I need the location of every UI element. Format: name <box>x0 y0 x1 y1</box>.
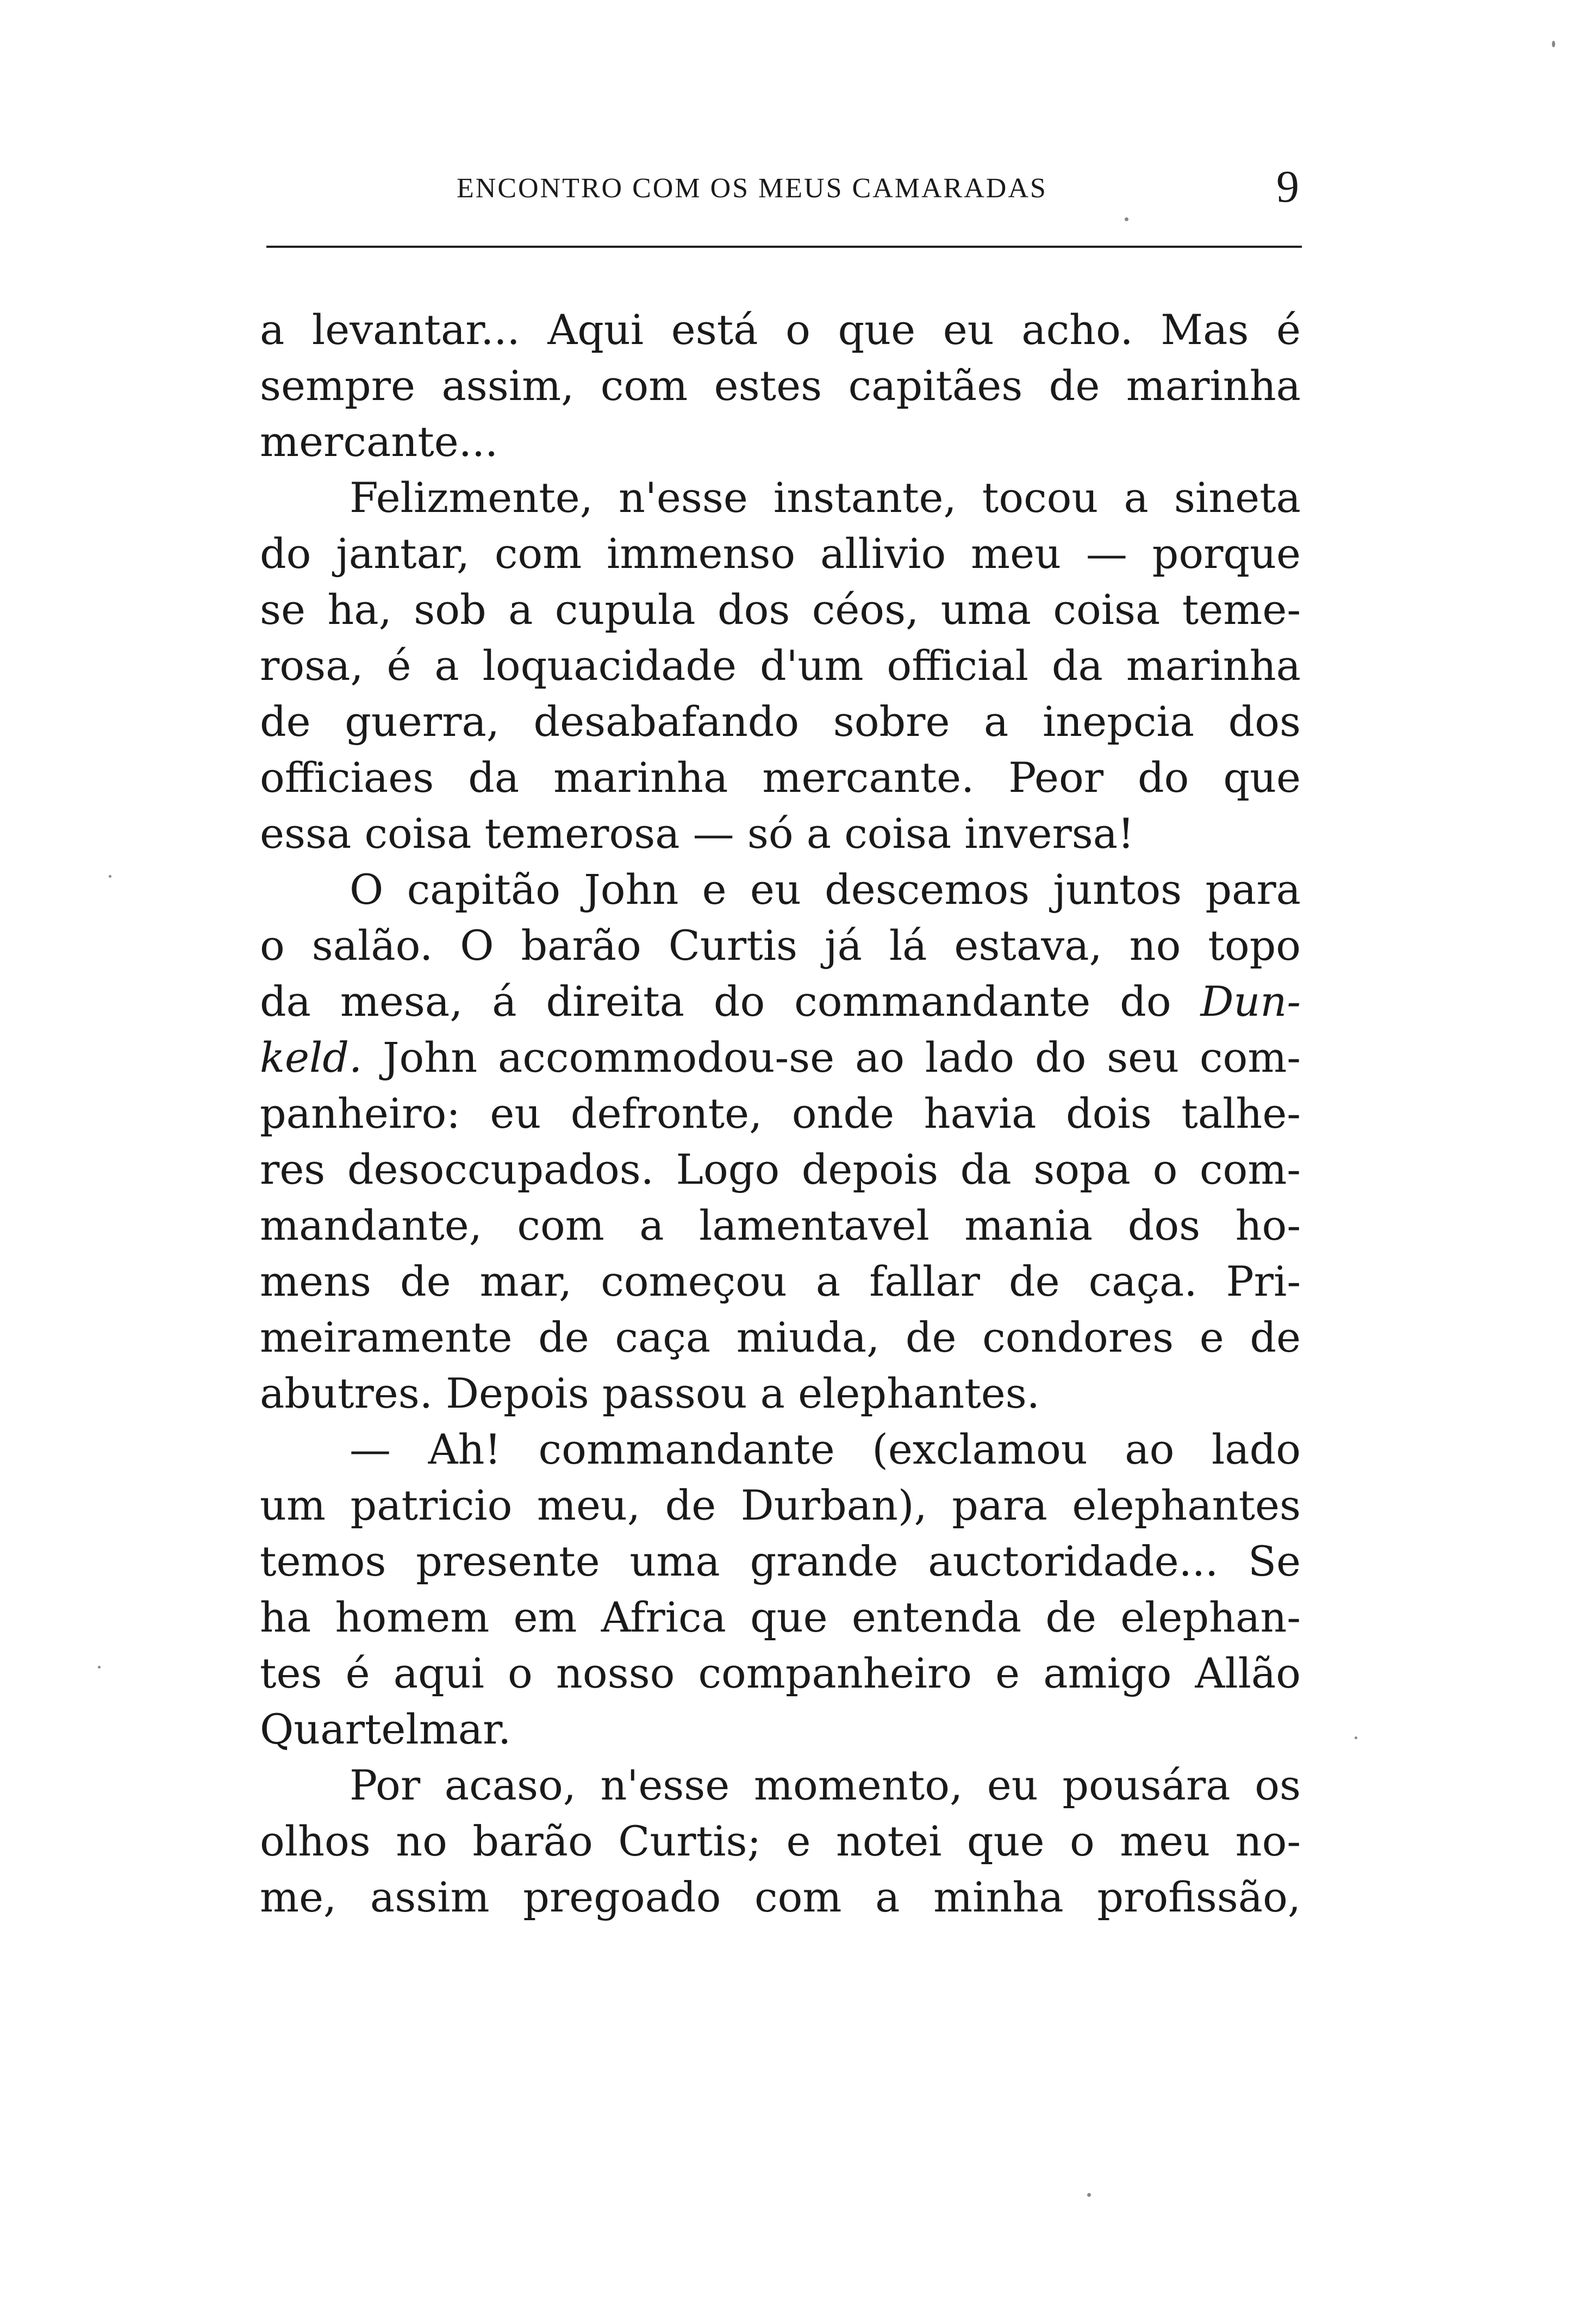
text-line: sempre assim, com estes capitães de marinha <box>260 361 1301 410</box>
paper-speck <box>1125 217 1128 221</box>
paper-speck <box>1552 41 1555 47</box>
paper-speck <box>98 1666 101 1669</box>
text-line-run: John accommodou-se ao lado do seu com- <box>383 1033 1301 1082</box>
paper-speck <box>109 875 111 878</box>
text-line: Por acaso, n'esse momento, eu pousára os <box>350 1761 1301 1809</box>
text-line: tes é aqui o nosso companheiro e amigo Allão <box>260 1649 1301 1697</box>
text-line: mercante... <box>260 417 498 466</box>
text-line <box>260 1029 1301 1085</box>
text-line: de guerra, desabafando sobre a inepcia dos <box>260 697 1301 746</box>
text-line: Quartelmar. <box>260 1705 512 1753</box>
running-title: ENCONTRO COM OS MEUS CAMARADAS <box>457 173 1047 204</box>
text-line: olhos no barão Curtis; e notei que o meu no- <box>260 1817 1301 1865</box>
text-line: se ha, sob a cupula dos céos, uma coisa teme- <box>260 585 1301 634</box>
header-rule <box>266 246 1302 248</box>
paper-speck <box>1355 1736 1357 1739</box>
text-line: — Ah! commandante (exclamou ao lado <box>350 1425 1301 1473</box>
text-line: do jantar, com immenso allivio meu — porque <box>260 529 1301 578</box>
text-line: meiramente de caça miuda, de condores e de <box>260 1313 1301 1361</box>
body-text <box>260 302 1301 1925</box>
text-line: temos presente uma grande auctoridade... Se <box>260 1537 1301 1585</box>
text-line: officiaes da marinha mercante. Peor do que <box>260 753 1301 802</box>
ship-name-part1: Dun- <box>1200 977 1301 1026</box>
paper-speck <box>1087 2193 1091 2197</box>
text-line: panheiro: eu defronte, onde havia dois talhe- <box>260 1089 1301 1138</box>
page-number: 9 <box>1276 161 1299 212</box>
running-head <box>261 160 1299 226</box>
text-line: o salão. O barão Curtis já lá estava, no topo <box>260 921 1301 970</box>
text-line: O capitão John e eu descemos juntos para <box>350 865 1301 914</box>
text-line: a levantar... Aqui está o que eu acho. Mas é <box>260 305 1301 354</box>
text-line: res desoccupados. Logo depois da sopa o com- <box>260 1145 1301 1194</box>
text-line: me, assim pregoado com a minha profissão, <box>260 1873 1301 1921</box>
text-line: mens de mar, começou a fallar de caça. Pri- <box>260 1257 1301 1305</box>
text-line <box>260 973 1301 1029</box>
text-line: rosa, é a loquacidade d'um official da marinha <box>260 641 1301 690</box>
text-line: Felizmente, n'esse instante, tocou a sineta <box>350 473 1301 522</box>
text-line: um patricio meu, de Durban), para elephantes <box>260 1481 1301 1529</box>
text-line: essa coisa temerosa — só a coisa inversa! <box>260 809 1134 858</box>
text-line: ha homem em Africa que entenda de elephan- <box>260 1593 1301 1641</box>
ship-name-part2: keld. <box>260 1033 363 1082</box>
text-line: mandante, com a lamentavel mania dos ho- <box>260 1201 1301 1250</box>
text-line: abutres. Depois passou a elephantes. <box>260 1369 1040 1417</box>
text-line-run: da mesa, á direita do commandante do <box>260 977 1201 1026</box>
